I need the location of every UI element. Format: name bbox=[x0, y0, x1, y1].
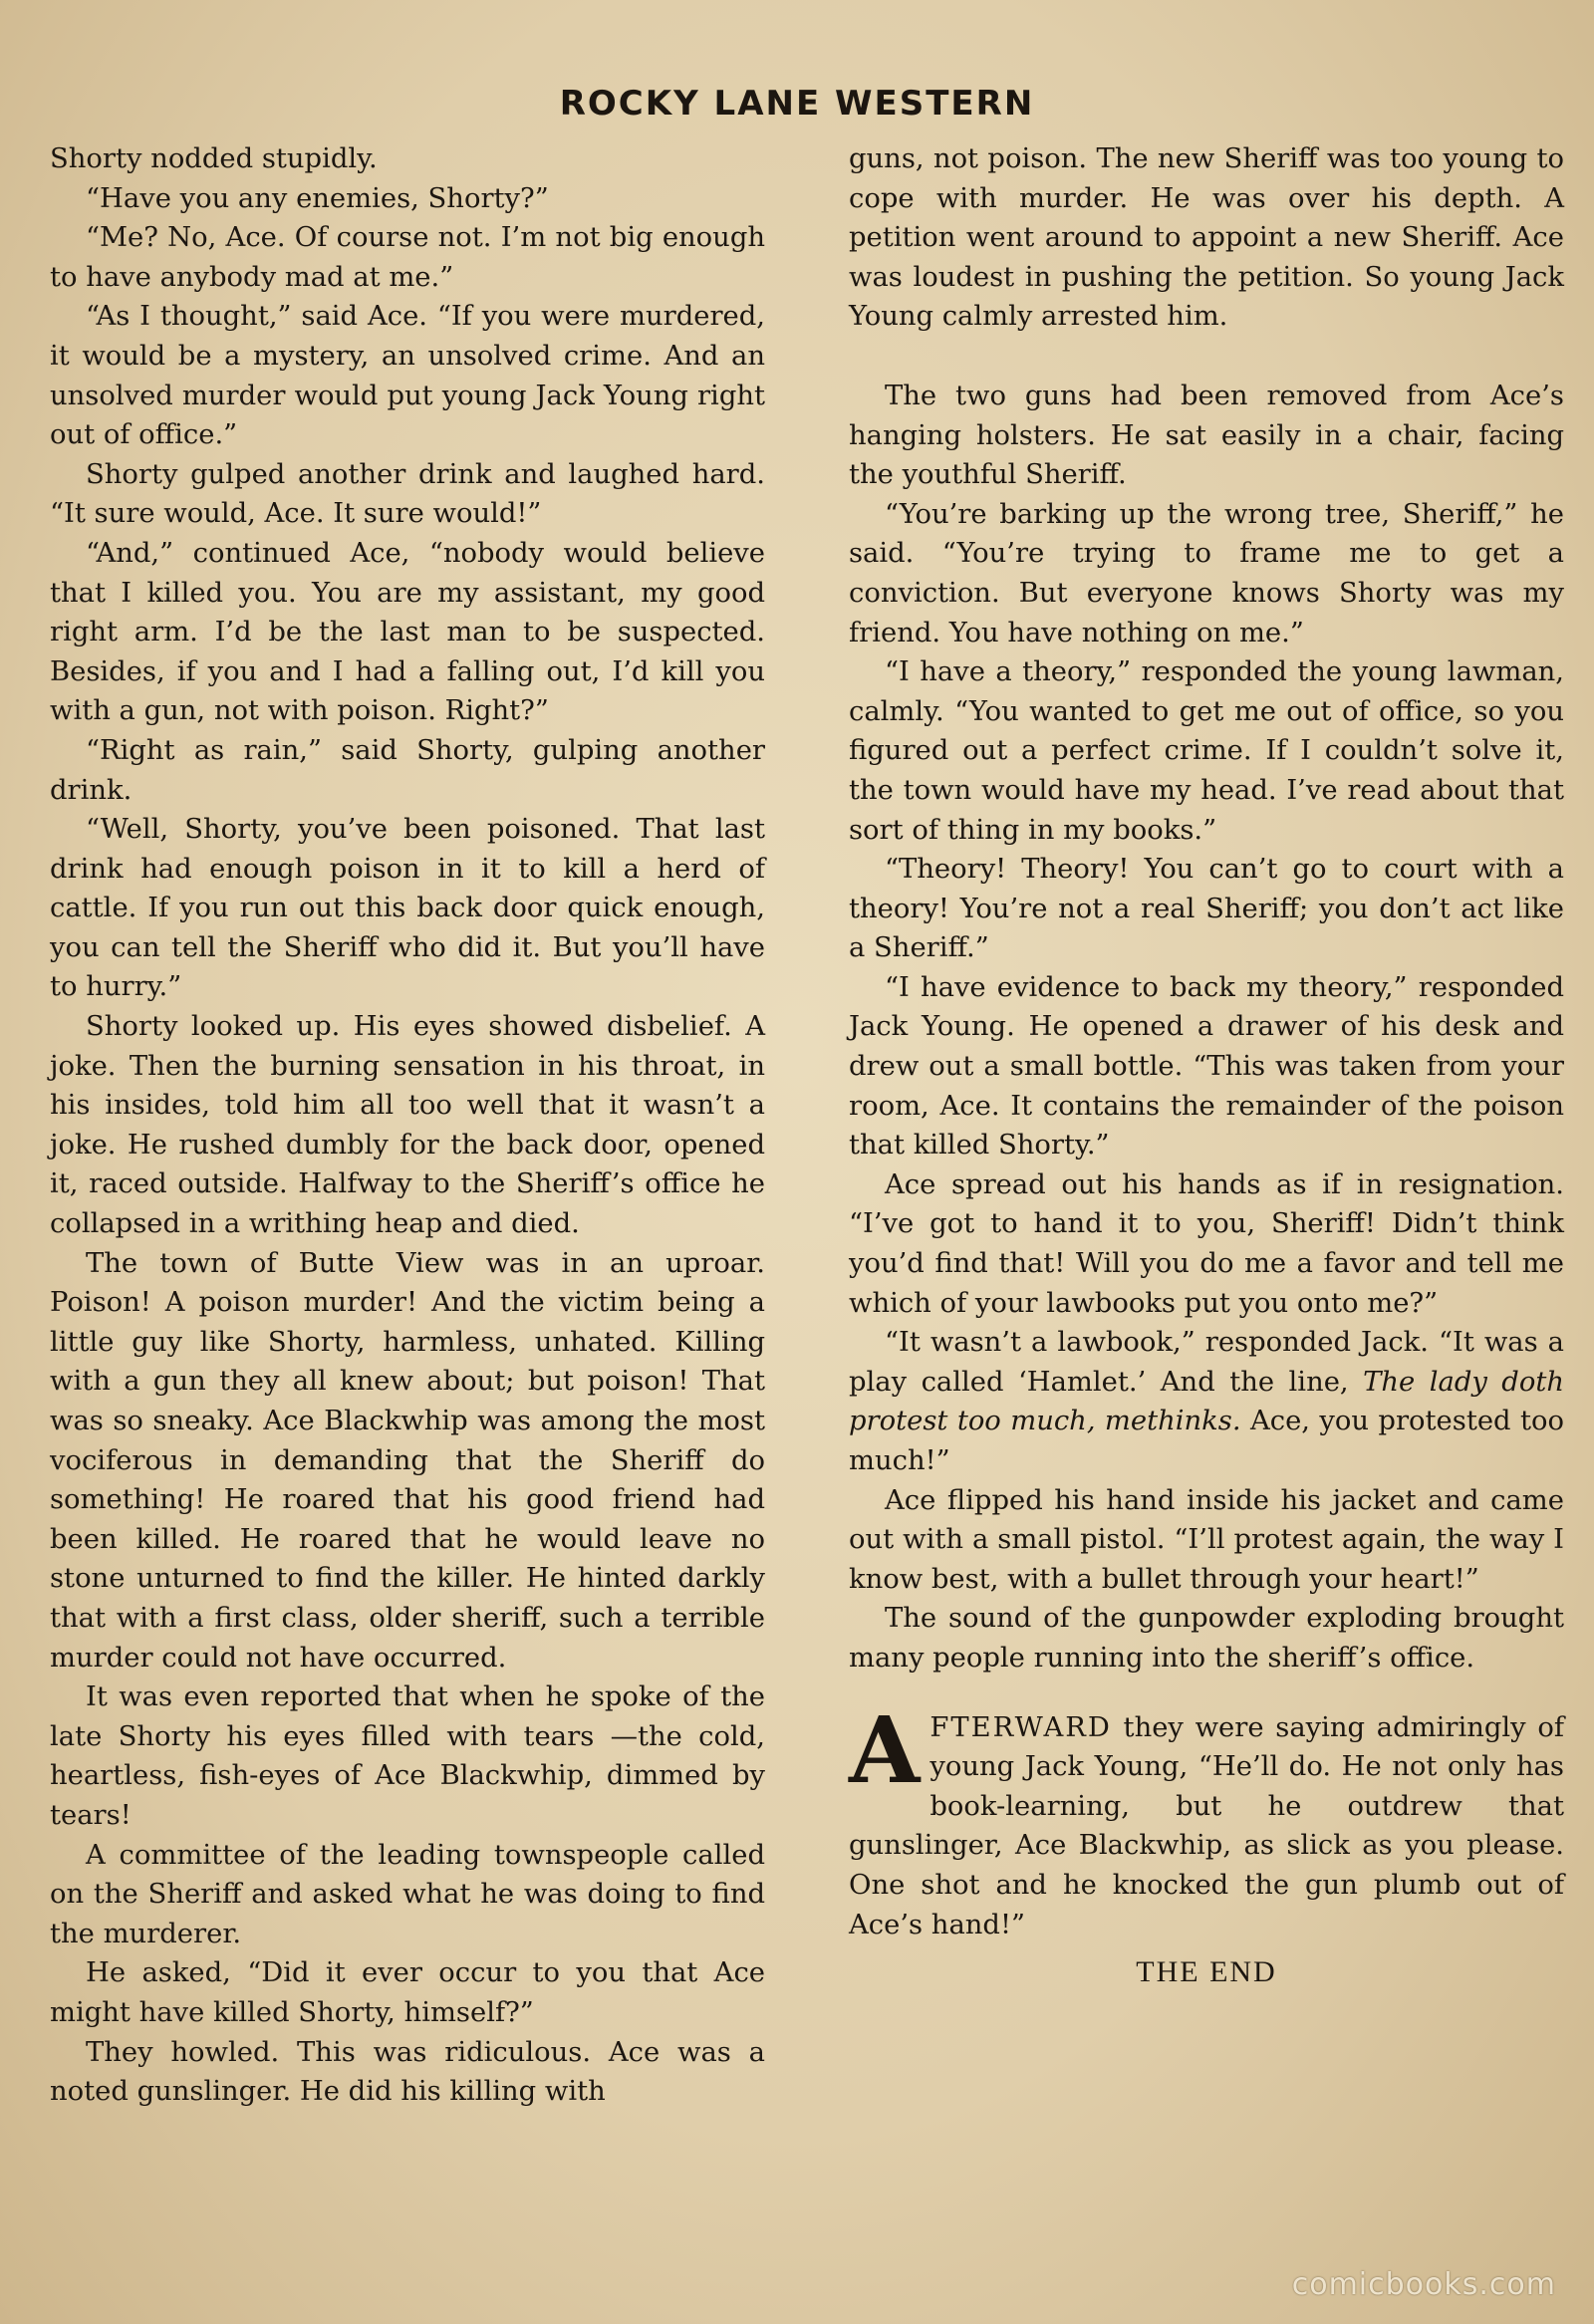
paragraph: “I have a theory,” responded the young lawman, calmly. “You wanted to get me out of office, so you figured out a perfect crime. If I couldn’t solve it, the town would have my head. I’ve read about that sort of thing in my books.” bbox=[849, 656, 1564, 846]
left-column bbox=[50, 139, 765, 2112]
the-end-label: THE END bbox=[1136, 1955, 1277, 1989]
watermark: comicbooks.com bbox=[1291, 2267, 1556, 2302]
right-column bbox=[849, 139, 1564, 1992]
paragraph: The town of Butte View was in an uproar. Poison! A poison murder! And the victim being a little guy like Shorty, harmless, unhated. Killing with a gun they all knew about; but poison! That was so sneaky. Ace Blackwhip was among the most vociferous in demanding that the Sheriff do something! He roared that his good friend had been killed. He roared that he would leave no stone unturned to find the killer. He hinted darkly that with a first class, older sheriff, such a terrible murder could not have occurred. bbox=[50, 1247, 765, 1674]
paragraph-text: “It wasn’t a lawbook,” responded Jack. “It was a play called ‘Hamlet.’ And the line, bbox=[849, 1327, 1564, 1398]
paragraph: The sound of the gunpowder exploding brought many people running into the sheriff’s office. bbox=[849, 1603, 1564, 1674]
paragraph: “Me? No, Ace. Of course not. I’m not big enough to have anybody mad at me.” bbox=[50, 222, 765, 293]
paragraph: “Theory! Theory! You can’t go to court with a theory! You’re not a real Sheriff; you don’t act like a Sheriff.” bbox=[849, 854, 1564, 964]
paragraph: “And,” continued Ace, “nobody would believe that I killed you. You are my assistant, my good right arm. I’d be the last man to be suspected. Besides, if you and I had a falling out, I’d kill you with a gun, not with poison. Right?” bbox=[50, 537, 765, 727]
paragraph: “As I thought,” said Ace. “If you were murdered, it would be a mystery, an unsolved crime. And an unsolved murder would put young Jack Young right out of office.” bbox=[50, 301, 765, 451]
drop-cap: A bbox=[849, 1695, 921, 1804]
paragraph: “Right as rain,” said Shorty, gulping another drink. bbox=[50, 734, 765, 806]
paragraph: Shorty nodded stupidly. bbox=[50, 143, 378, 174]
paragraph: Ace flipped his hand inside his jacket and came out with a small pistol. “I’ll protest again, the way I know best, with a bullet through your heart!” bbox=[849, 1484, 1564, 1595]
paragraph: The two guns had been removed from Ace’s hanging holsters. He sat easily in a chair, facing the youthful Sheriff. bbox=[849, 380, 1564, 491]
paragraph: It was even reported that when he spoke of the late Shorty his eyes filled with tears —the cold, heartless, fish-eyes of Ace Blackwhip, dimmed by tears! bbox=[50, 1681, 765, 1831]
paragraph: Ace spread out his hands as if in resignation. “I’ve got to hand it to you, Sheriff! Didn’t think you’d find that! Will you do me a favor and tell me which of your lawbooks put you onto me?” bbox=[849, 1168, 1564, 1319]
paragraph: “Have you any enemies, Shorty?” bbox=[86, 182, 549, 214]
paragraph-text: Ace, you protested too much!” bbox=[849, 1406, 1564, 1476]
paragraph: guns, not poison. The new Sheriff was too young to cope with murder. He was over his depth. A petition went around to appoint a new Sheriff. Ace was loudest in pushing the petition. So young Jack Young calmly arrested him. bbox=[849, 143, 1564, 333]
hamlet-quote: The lady doth protest too much, methinks. bbox=[849, 1366, 1564, 1437]
final-paragraph bbox=[849, 1695, 1564, 1945]
page-header: ROCKY LANE WESTERN bbox=[559, 84, 1035, 124]
final-paragraph-text: they were saying admiringly of young Jack Young, “He’ll do. He not only has book-learning, but he outdrew that gunslinger, Ace Blackwhip, as slick as you please. One shot and he knocked the gun plumb out of Ace’s hand!” bbox=[849, 1711, 1564, 1940]
paragraph: He asked, “Did it ever occur to you that Ace might have killed Shorty, himself?” bbox=[50, 1957, 765, 2028]
paragraph: “You’re barking up the wrong tree, Sheriff,” he said. “You’re trying to frame me to get a conviction. But everyone knows Shorty was my friend. You have nothing on me.” bbox=[849, 498, 1564, 648]
paragraph: Shorty gulped another drink and laughed hard. “It sure would, Ace. It sure would!” bbox=[50, 458, 765, 530]
paragraph: A committee of the leading townspeople called on the Sheriff and asked what he was doing to find the murderer. bbox=[50, 1839, 765, 1949]
paragraph bbox=[849, 1323, 1564, 1480]
paragraph: “I have evidence to back my theory,” responded Jack Young. He opened a drawer of his desk and drew out a small bottle. “This was taken from your room, Ace. It contains the remainder of the poison that killed Shorty.” bbox=[849, 971, 1564, 1162]
lead-word: FTERWARD bbox=[930, 1711, 1112, 1743]
paragraph: “Well, Shorty, you’ve been poisoned. That last drink had enough poison in it to kill a herd of cattle. If you run out this back door quick enough, you can tell the Sheriff who did it. But you’ll have to hurry.” bbox=[50, 814, 765, 1003]
paragraph: They howled. This was ridiculous. Ace was a noted gunslinger. He did his killing with bbox=[50, 2036, 765, 2108]
paragraph: Shorty looked up. His eyes showed disbelief. A joke. Then the burning sensation in his throat, in his insides, told him all too well that it wasn’t a joke. He rushed dumbly for the back door, opened it, raced outside. Halfway to the Sheriff’s office he collapsed in a writhing heap and died. bbox=[50, 1011, 765, 1240]
